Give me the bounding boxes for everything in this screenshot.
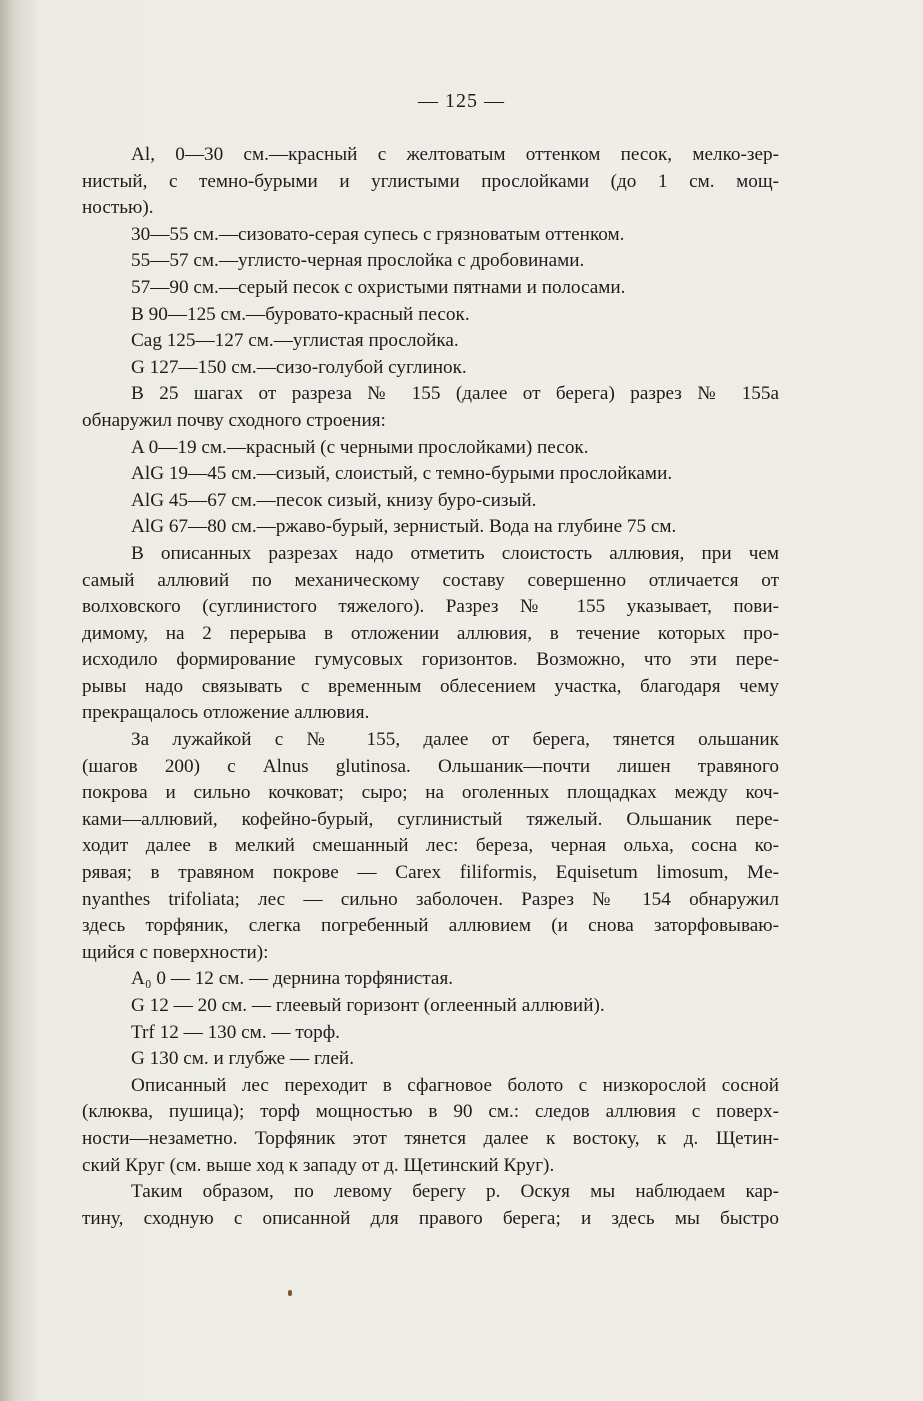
text-line: A 0—19 см.—красный (с черными прослойками) песок. [131,436,589,458]
text-line: тину, сходную с описанной для правого берега; и здесь мы быстро [82,1207,779,1229]
text-line: (шагов 200) с Alnus glutinosa. Ольшаник—почти лишен травяного [82,755,779,777]
text-line: AlG 19—45 см.—сизый, слоистый, с темно-бурыми прослойками. [131,463,673,485]
text-line: G 127—150 см.—сизо-голубой суглинок. [131,356,467,378]
text-line: покрова и сильно кочковат; сыро; на оголенных площадках между коч- [82,782,779,804]
text-line: nyanthes trifoliata; лес — сильно заболочен. Разрез № 154 обнаружил [82,888,779,910]
text-line: (клюква, пушица); торф мощностью в 90 см.: следов аллювия с поверх- [82,1101,779,1123]
text-line: ходит далее в мелкий смешанный лес: береза, черная ольха, сосна ко- [82,835,779,857]
text-line: ками—аллювий, кофейно-бурый, суглинистый тяжелый. Ольшаник пере- [82,808,779,830]
text-line: Описанный лес переходит в сфагновое болото с низкорослой сосной [131,1074,779,1096]
text-line: ностью). [82,197,154,219]
text-line: ский Круг (см. выше ход к западу от д. Щетинский Круг). [82,1154,555,1176]
body-text [82,142,779,1232]
text-line: G 130 см. и глубже — глей. [131,1048,354,1070]
text-line: димому, на 2 перерыва в отложении аллювия, в течение которых про- [82,622,779,644]
text-line: обнаружил почву сходного строения: [82,409,386,431]
text-line: 57—90 см.—серый песок с охристыми пятнами и полосами. [131,276,626,298]
text-line: здесь торфяник, слегка погребенный аллювием (и снова заторфовываю- [82,915,779,937]
text-line: щийся с поверхности): [82,941,269,963]
text-line: AlG 45—67 см.—песок сизый, книзу буро-сизый. [131,489,537,511]
text-line: рывы надо связывать с временным облесением участка, благодаря чему [82,675,779,697]
text-line: В 25 шагах от разреза № 155 (далее от берега) разрез № 155а [131,383,779,405]
text-line: AlG 67—80 см.—ржаво-бурый, зернистый. Вода на глубине 75 см. [131,516,677,538]
text-line: A₀ 0 — 12 см. — дернина торфянистая. [131,968,454,990]
text-line: 55—57 см.—углисто-черная прослойка с дробовинами. [131,250,585,272]
text-line: За лужайкой с № 155, далее от берега, тянется ольшаник [131,729,779,751]
text-line: 30—55 см.—сизовато-серая супесь с грязноватым оттенком. [131,223,625,245]
text-line: волховского (суглинистого тяжелого). Разрез № 155 указывает, пови- [82,596,779,618]
text-line: Trf 12 — 130 см. — торф. [131,1021,340,1043]
text-line: самый аллювий по механическому составу совершенно отличается от [82,569,779,591]
text-line: прекращалось отложение аллювия. [82,702,370,724]
text-line: B 90—125 см.—буровато-красный песок. [131,303,470,325]
paper-speck [288,1290,292,1296]
text-line: Cag 125—127 см.—углистая прослойка. [131,330,459,352]
text-line: нистый, с темно-бурыми и углистыми прослойками (до 1 см. мощ- [82,170,779,192]
text-line: ности—незаметно. Торфяник этот тянется далее к востоку, к д. Щетин- [82,1127,779,1149]
text-line: исходило формирование гумусовых горизонтов. Возможно, что эти пере- [82,649,779,671]
text-line: Таким образом, по левому берегу р. Оскуя мы наблюдаем кар- [131,1181,779,1203]
text-line: рявая; в травяном покрове — Carex filiformis, Equisetum limosum, Me- [82,862,779,884]
text-line: Al, 0—30 см.—красный с желтоватым оттенком песок, мелко-зер- [131,144,779,165]
page-number: — 125 — [418,90,505,112]
text-line: G 12 — 20 см. — глеевый горизонт (оглеенный аллювий). [131,995,605,1016]
text-line: В описанных разрезах надо отметить слоистость аллювия, при чем [131,542,779,564]
